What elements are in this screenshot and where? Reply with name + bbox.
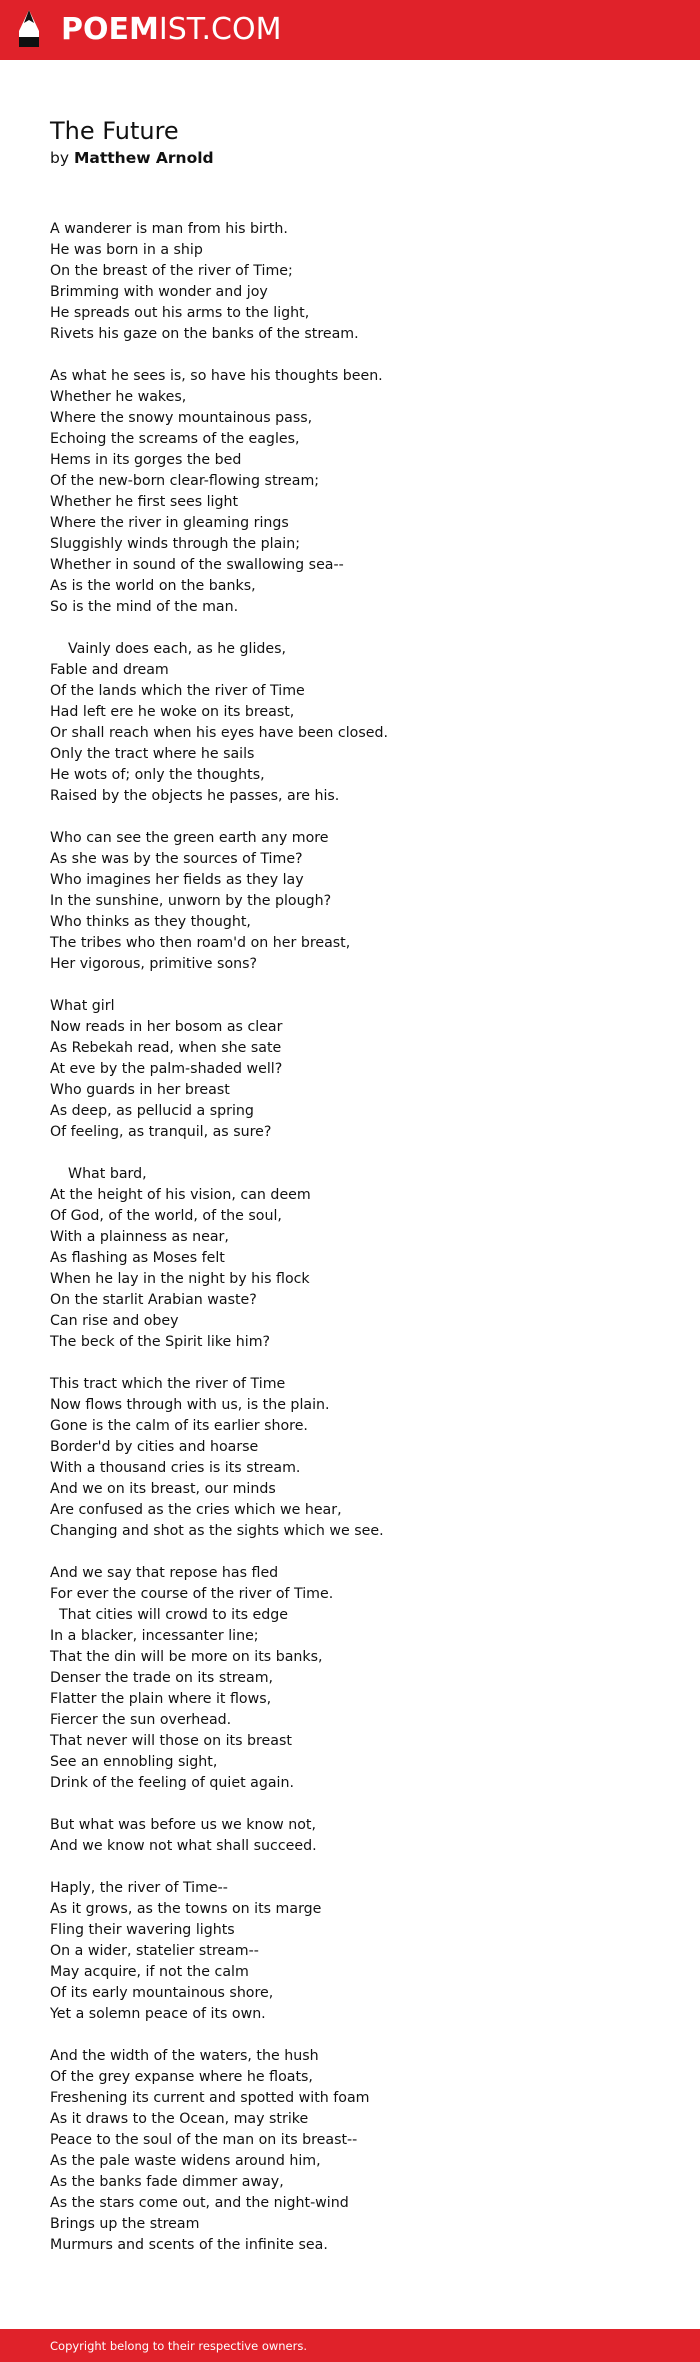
poem-line: On the starlit Arabian waste? (50, 1292, 257, 1308)
stanza (50, 1164, 670, 1353)
poem-line: Only the tract where he sails (50, 746, 255, 762)
logo-light-text: IST.COM (158, 12, 282, 47)
poem-line: For ever the course of the river of Time. (50, 1586, 334, 1602)
poem-line: Freshening its current and spotted with foam (50, 2090, 370, 2106)
poem-line: As it draws to the Ocean, may strike (50, 2111, 309, 2127)
poem-line: With a thousand cries is its stream. (50, 1460, 301, 1476)
poem-line: That never will those on its breast (50, 1733, 292, 1749)
poem-line: Of the grey expanse where he floats, (50, 2069, 313, 2085)
poem-line: That cities will crowd to its edge (50, 1607, 289, 1623)
poem-line: In a blacker, incessanter line; (50, 1628, 259, 1644)
poem-line: As is the world on the banks, (50, 578, 256, 594)
poem-line: As it grows, as the towns on its marge (50, 1901, 322, 1917)
poem-line: Who can see the green earth any more (50, 830, 329, 846)
stanza (50, 1563, 670, 1794)
poem-line: Of God, of the world, of the soul, (50, 1208, 282, 1224)
author-name: Matthew Arnold (73, 149, 214, 167)
byline (50, 147, 214, 169)
poem-line: A wanderer is man from his birth. (50, 221, 288, 237)
poem-line: In the sunshine, unworn by the plough? (50, 893, 332, 909)
poem-line: And we on its breast, our minds (50, 1481, 276, 1497)
poem-line: Hems in its gorges the bed (50, 452, 242, 468)
poem-line: What bard, (50, 1166, 147, 1182)
poem-line: Border'd by cities and hoarse (50, 1439, 259, 1455)
stanza (50, 828, 670, 975)
poem-line: Brings up the stream (50, 2216, 200, 2232)
poem-line: The beck of the Spirit like him? (50, 1334, 271, 1350)
poem-line: Brimming with wonder and joy (50, 284, 268, 300)
stanza (50, 996, 670, 1143)
poem-line: As she was by the sources of Time? (50, 851, 303, 867)
poem-line: Sluggishly winds through the plain; (50, 536, 300, 552)
poem-line: With a plainness as near, (50, 1229, 229, 1245)
poem-line: Denser the trade on its stream, (50, 1670, 274, 1686)
stanza (50, 1878, 670, 2025)
poem-line: Of the lands which the river of Time (50, 683, 305, 699)
poem-line: Now reads in her bosom as clear (50, 1019, 283, 1035)
poem-body (50, 219, 670, 2277)
poem-line: Fable and dream (50, 662, 169, 678)
poem-line: Whether he first sees light (50, 494, 239, 510)
poem-line: Had left ere he woke on its breast, (50, 704, 295, 720)
byline-prefix: by (50, 149, 70, 167)
stanza (50, 639, 670, 807)
poem-line: Rivets his gaze on the banks of the stream. (50, 326, 359, 342)
poem-line: At eve by the palm-shaded well? (50, 1061, 283, 1077)
poem-line: That the din will be more on its banks, (50, 1649, 323, 1665)
poem-line: Changing and shot as the sights which we see. (50, 1523, 384, 1539)
poem-line: Are confused as the cries which we hear, (50, 1502, 342, 1518)
poem-line: He spreads out his arms to the light, (50, 305, 310, 321)
logo-bold-text: POEM (61, 12, 159, 47)
poem-line: Of feeling, as tranquil, as sure? (50, 1124, 272, 1140)
poem-line: Raised by the objects he passes, are his. (50, 788, 340, 804)
poem-line: So is the mind of the man. (50, 599, 239, 615)
poem-line: At the height of his vision, can deem (50, 1187, 311, 1203)
poem-line: Flatter the plain where it flows, (50, 1691, 272, 1707)
poem-line: And we say that repose has fled (50, 1565, 279, 1581)
poem-line: He wots of; only the thoughts, (50, 767, 265, 783)
poem-line: Where the river in gleaming rings (50, 515, 289, 531)
poem-line: Who imagines her fields as they lay (50, 872, 304, 888)
poem-line: Fiercer the sun overhead. (50, 1712, 232, 1728)
poem-line: Or shall reach when his eyes have been closed. (50, 725, 388, 741)
poem-line: As the pale waste widens around him, (50, 2153, 321, 2169)
poem-line: On a wider, statelier stream-- (50, 1943, 259, 1959)
stanza (50, 366, 670, 618)
poem-line: Whether he wakes, (50, 389, 187, 405)
poem-line: And the width of the waters, the hush (50, 2048, 319, 2064)
poem-line: As what he sees is, so have his thoughts been. (50, 368, 383, 384)
poem-line: As Rebekah read, when she sate (50, 1040, 282, 1056)
poem-line: Her vigorous, primitive sons? (50, 956, 258, 972)
poem-line: Peace to the soul of the man on its breast-- (50, 2132, 358, 2148)
poem-line: Gone is the calm of its earlier shore. (50, 1418, 308, 1434)
poem-line: As flashing as Moses felt (50, 1250, 225, 1266)
poem-line: Drink of the feeling of quiet again. (50, 1775, 295, 1791)
poem-line: Of its early mountainous shore, (50, 1985, 274, 2001)
stanza (50, 219, 670, 345)
poem-line: Who guards in her breast (50, 1082, 230, 1098)
pen-nib-icon[interactable] (17, 9, 41, 49)
poem-line: May acquire, if not the calm (50, 1964, 249, 1980)
site-logo[interactable] (61, 12, 281, 48)
stanza (50, 1374, 670, 1542)
poem-line: As deep, as pellucid a spring (50, 1103, 254, 1119)
poem-line: What girl (50, 998, 115, 1014)
poem-line: Echoing the screams of the eagles, (50, 431, 300, 447)
poem-line: He was born in a ship (50, 242, 203, 258)
poem-line: Of the new-born clear-flowing stream; (50, 473, 320, 489)
poem-line: Haply, the river of Time-- (50, 1880, 228, 1896)
poem-line: Vainly does each, as he glides, (50, 641, 287, 657)
poem-line: Can rise and obey (50, 1313, 179, 1329)
poem-line: And we know not what shall succeed. (50, 1838, 317, 1854)
poem-line: Fling their wavering lights (50, 1922, 235, 1938)
poem-line: On the breast of the river of Time; (50, 263, 293, 279)
poem-line: This tract which the river of Time (50, 1376, 286, 1392)
copyright-text: Copyright belong to their respective owners. (50, 2339, 308, 2353)
site-header (0, 0, 700, 60)
poem-line: Whether in sound of the swallowing sea-- (50, 557, 344, 573)
poem-line: Where the snowy mountainous pass, (50, 410, 313, 426)
stanza (50, 1815, 670, 1857)
poem-line: When he lay in the night by his flock (50, 1271, 310, 1287)
poem-title: The Future (50, 117, 179, 145)
poem-line: Now flows through with us, is the plain. (50, 1397, 330, 1413)
poem-line: As the banks fade dimmer away, (50, 2174, 284, 2190)
poem-line: Yet a solemn peace of its own. (50, 2006, 266, 2022)
poem-line: But what was before us we know not, (50, 1817, 317, 1833)
site-footer (0, 2329, 700, 2362)
poem-line: Who thinks as they thought, (50, 914, 251, 930)
poem-line: As the stars come out, and the night-wind (50, 2195, 349, 2211)
poem-line: The tribes who then roam'd on her breast, (50, 935, 351, 951)
poem-line: See an ennobling sight, (50, 1754, 218, 1770)
poem-line: Murmurs and scents of the infinite sea. (50, 2237, 328, 2253)
stanza (50, 2046, 670, 2256)
